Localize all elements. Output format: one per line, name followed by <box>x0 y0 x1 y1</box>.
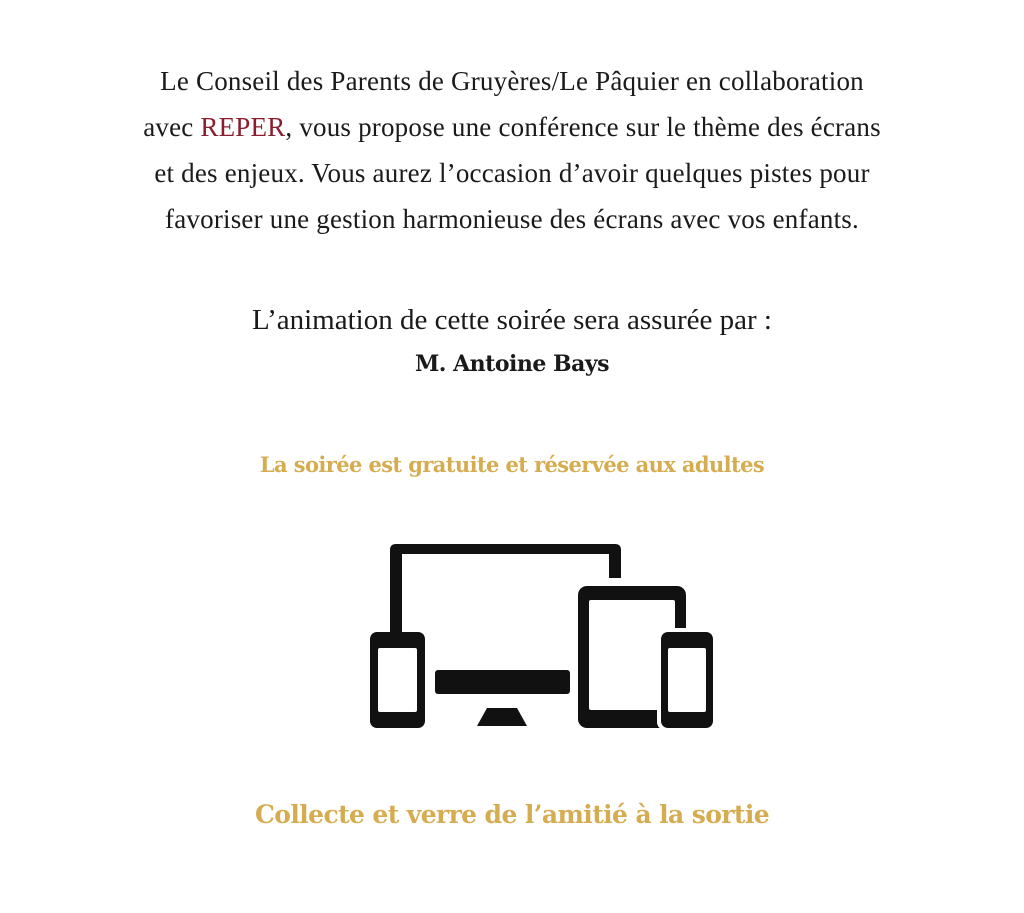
speaker-name: M. Antoine Bays <box>414 351 610 377</box>
collecte-notice: Collecte et verre de l’amitié à la sortie <box>254 800 770 829</box>
devices-icon <box>365 540 720 735</box>
monitor-stand <box>477 708 527 726</box>
intro-line-4: favoriser une gestion harmonieuse des écrans avec vos enfants. <box>165 204 859 234</box>
animation-label: L’animation de cette soirée sera assurée par : <box>252 304 772 336</box>
intro-line-2-prefix: avec <box>143 112 201 142</box>
free-entry-notice: La soirée est gratuite et réservée aux adultes <box>259 452 765 477</box>
intro-line-3: et des enjeux. Vous aurez l’occasion d’avoir quelques pistes pour <box>154 158 870 188</box>
reper-link[interactable]: REPER <box>200 112 286 142</box>
intro-paragraph <box>0 58 1024 242</box>
intro-line-2 <box>0 104 1024 150</box>
monitor-bar <box>435 670 570 694</box>
intro-line-1: Le Conseil des Parents de Gruyères/Le Pâquier en collaboration <box>160 66 864 96</box>
intro-line-2-suffix: , vous propose une conférence sur le thème des écrans <box>285 112 881 142</box>
